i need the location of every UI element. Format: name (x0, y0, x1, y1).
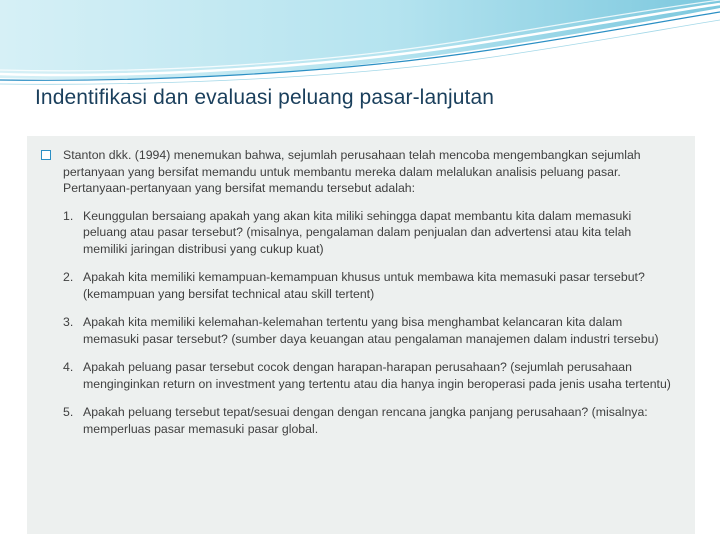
numbered-list (41, 208, 677, 438)
list-item-number: 3. (63, 315, 74, 329)
list-item (41, 359, 677, 392)
list-item (41, 314, 677, 347)
list-item-text: Apakah peluang pasar tersebut cocok dengan harapan-harapan perusahaan? (sejumlah perusahaan menginginkan return on investment yang tertentu atau dia hanya ingin beroperasi pada jenis usaha tertentu) (83, 360, 671, 391)
list-item-text: Keunggulan bersaiang apakah yang akan kita miliki sehingga dapat membantu kita dalam memasuki peluang atau pasar tersebut? (misalnya, pengalaman dalam penjualan dan advertensi atau kita telah memiliki jaringan distribusi yang cukup kuat) (83, 208, 632, 256)
intro-text: Stanton dkk. (1994) menemukan bahwa, sejumlah perusahaan telah mencoba mengembangkan sejumlah pertanyaan yang bersifat memandu untuk membantu mereka dalam melalukan analisis peluang pasar. Pertanyaan-pertanyaan yang bersifat memandu tersebut adalah: (63, 148, 641, 195)
header-wave-decoration (0, 0, 720, 90)
square-bullet-icon (41, 150, 51, 160)
list-item (41, 208, 677, 258)
list-item-number: 2. (63, 270, 74, 284)
list-item-number: 1. (63, 208, 74, 223)
intro-paragraph (41, 147, 677, 197)
list-item-text: Apakah kita memiliki kelemahan-kelemahan tertentu yang bisa menghambat kelancaran kita dalam memasuki pasar tersebut? (sumber daya keuangan atau pengalaman manajemen dalam industri tersebu) (83, 315, 659, 346)
content-panel (27, 136, 695, 534)
list-item (41, 404, 677, 437)
list-item-number: 4. (63, 360, 74, 374)
list-item-text: Apakah kita memiliki kemampuan-kemampuan khusus untuk membawa kita memasuki pasar tersebut? (kemampuan yang bersifat technical atau skill tertent) (83, 270, 645, 301)
slide-title: Indentifikasi dan evaluasi peluang pasar-lanjutan (35, 86, 495, 109)
list-item (41, 269, 677, 302)
list-item-number: 5. (63, 405, 74, 419)
list-item-text: Apakah peluang tersebut tepat/sesuai dengan dengan rencana jangka panjang perusahaan? (misalnya: memperluas pasar memasuki pasar global. (83, 405, 648, 436)
